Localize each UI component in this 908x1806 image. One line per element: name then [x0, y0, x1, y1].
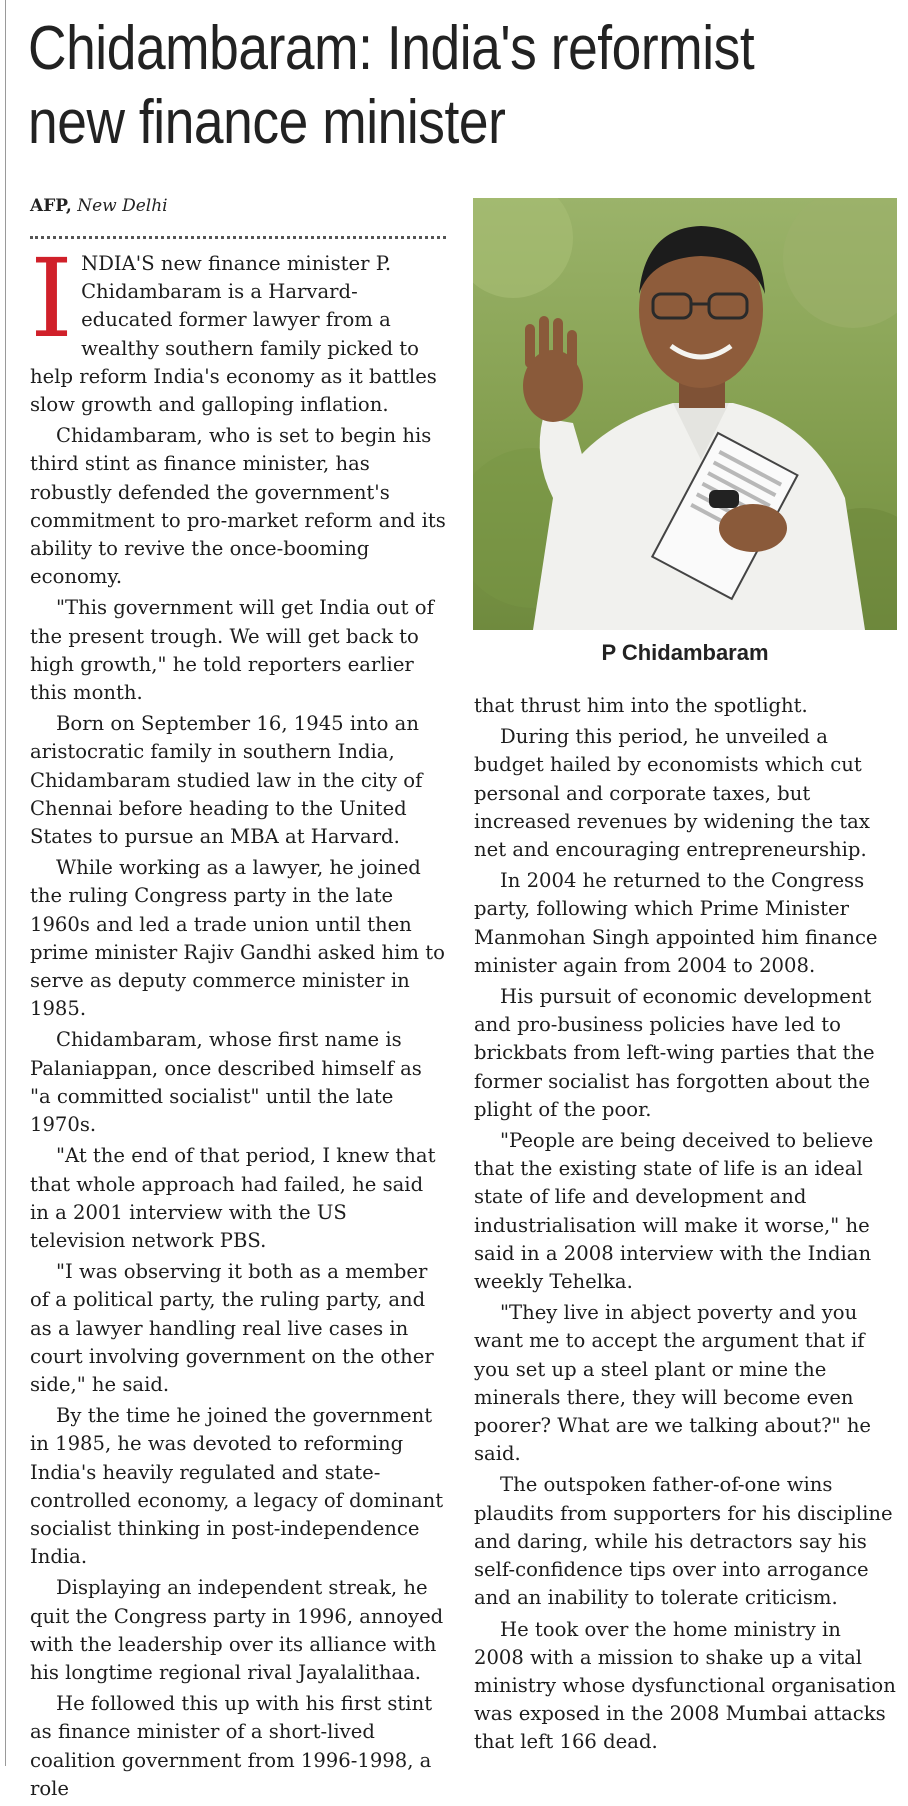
byline [30, 196, 168, 216]
article-column-1 [30, 235, 448, 1806]
paragraph: "They live in abject poverty and you want me to accept the argument that if you set up a steel plant or mine the minerals there, they will become even poorer? What are we talking about?" he said. [474, 1301, 872, 1466]
paragraph-continued: that thrust him into the spotlight. [474, 694, 808, 717]
byline-place: New Delhi [77, 196, 168, 216]
column-rule [5, 0, 6, 1766]
paragraph: Chidambaram, who is set to begin his third stint as finance minister, has robustly defended the government's commitment to pro-market reform and its ability to revive the once-booming economy. [30, 424, 446, 589]
paragraph: He took over the home ministry in 2008 with a mission to shake up a vital ministry whose dysfunctional organisation was exposed in the 2008 Mumbai attacks that left 166 dead. [474, 1617, 896, 1754]
photo-caption: P Chidambaram [601, 640, 769, 665]
headline [28, 12, 776, 160]
paragraph: Chidambaram, whose first name is Palaniappan, once described himself as "a committed socialist" until the late 1970s. [30, 1028, 422, 1137]
paragraph: "This government will get India out of the present trough. We will get back to high growth," he told reporters earlier this month. [30, 596, 434, 705]
article-column-2 [474, 692, 896, 1760]
lead-paragraph-text: NDIA'S new finance minister P. Chidambaram is a Harvard-educated former lawyer from a wealthy southern family picked to help reform India's economy as it battles slow growth and galloping inflation. [30, 252, 437, 417]
paragraph: "I was observing it both as a member of a political party, the ruling party, and as a lawyer handling real live cases in court involving government on the other side," he said. [30, 1260, 434, 1396]
byline-divider [30, 236, 446, 239]
paragraph: By the time he joined the government in 1985, he was devoted to reforming India's heavily regulated and state-controlled economy, a legacy of dominant socialist thinking in post-independence India. [30, 1404, 444, 1569]
paragraph: "People are being deceived to believe that the existing state of life is an ideal state of life and development and industrialisation will make it worse," he said in a 2008 interview with the Indian weekly Tehelka. [474, 1129, 874, 1294]
paragraph: His pursuit of economic development and pro-business policies have led to brickbats from left-wing parties that the former socialist has forgotten about the plight of the poor. [474, 985, 875, 1121]
paragraph: During this period, he unveiled a budget hailed by economists which cut personal and corporate taxes, but increased revenues by widening the tax net and encouraging entrepreneurship. [474, 725, 870, 862]
headline-line-1: Chidambaram: India's reformist [28, 14, 755, 83]
paragraph: The outspoken father-of-one wins plaudits from supporters for his discipline and daring, while his detractors say his self-confidence tips over into arrogance and an inability to tolerate criticism. [474, 1473, 893, 1610]
byline-agency: AFP, [30, 196, 72, 216]
paragraph: While working as a lawyer, he joined the ruling Congress party in the late 1960s and led a trade union until then prime minister Rajiv Gandhi asked him to serve as deputy commerce minister in 1985. [30, 856, 445, 1021]
portrait-illustration [473, 198, 897, 630]
paragraph: He followed this up with his first stint as finance minister of a short-lived coalition government from 1996-1998, a role [30, 1692, 433, 1800]
paragraph: Displaying an independent streak, he quit the Congress party in 1996, annoyed with the leadership over its alliance with his longtime regional rival Jayalalithaa. [30, 1576, 444, 1684]
paragraph: "At the end of that period, I knew that that whole approach had failed, he said in a 2001 interview with the US television network PBS. [30, 1144, 436, 1252]
drop-cap: I [30, 235, 74, 362]
paragraph: Born on September 16, 1945 into an aristocratic family in southern India, Chidambaram studied law in the city of Chennai before heading to the United States to pursue an MBA at Harvard. [30, 712, 423, 849]
lead-paragraph [30, 235, 448, 419]
portrait-photo [473, 198, 897, 630]
headline-line-2: new finance minister [28, 88, 506, 157]
paragraph: In 2004 he returned to the Congress party, following which Prime Minister Manmohan Singh appointed him finance minister again from 2004 to 2008. [474, 869, 878, 977]
